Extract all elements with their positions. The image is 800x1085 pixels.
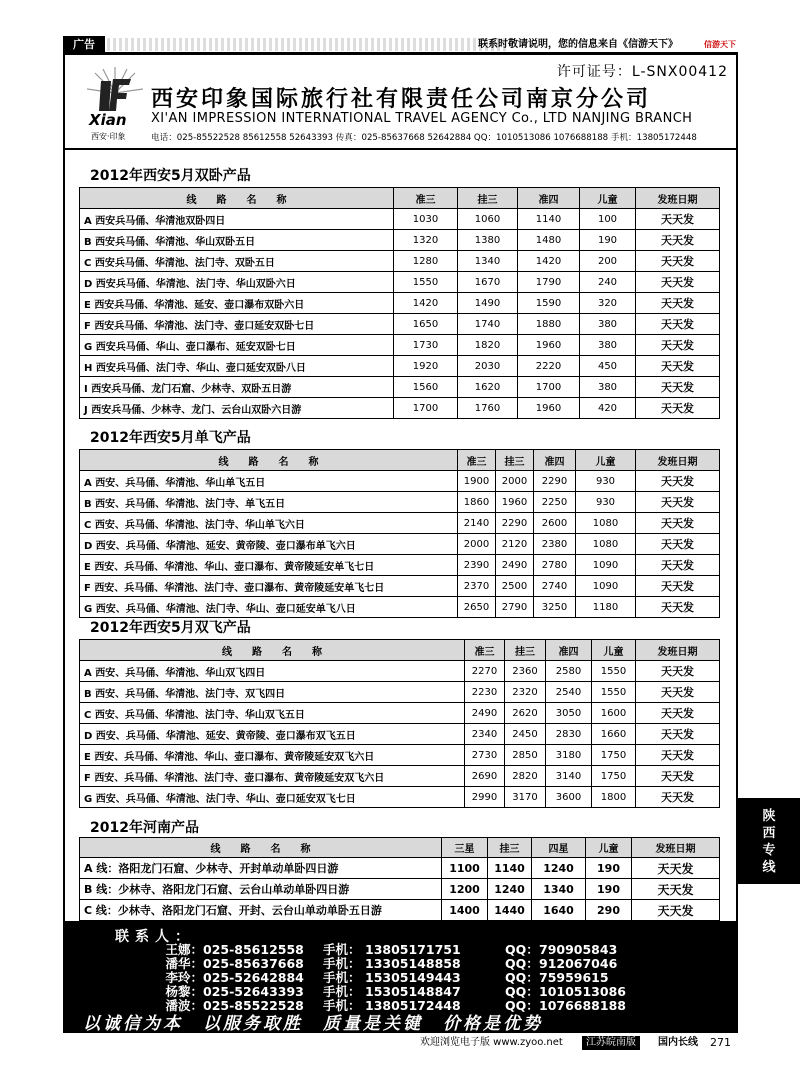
table-row xyxy=(80,576,720,597)
col-header: 准四 xyxy=(534,450,576,471)
table-cell: 1550 xyxy=(394,272,458,293)
table-cell: 420 xyxy=(580,398,636,419)
table-cell: 天天发 xyxy=(636,724,720,745)
edition-badge: 江苏皖南版 xyxy=(582,1036,640,1050)
table-cell: 2580 xyxy=(546,661,592,682)
table-cell: 2490 xyxy=(465,703,505,724)
table-cell: 1670 xyxy=(458,272,518,293)
table-cell: 1440 xyxy=(488,900,532,921)
table-row xyxy=(80,513,720,534)
table-cell: 1960 xyxy=(496,492,534,513)
table-cell: 天天发 xyxy=(636,377,720,398)
table-cell: 2500 xyxy=(496,576,534,597)
table-row xyxy=(80,335,720,356)
table-cell: 1640 xyxy=(532,900,586,921)
table-cell: 1660 xyxy=(592,724,636,745)
table-cell: 2990 xyxy=(465,787,505,808)
contacts-panel xyxy=(63,923,738,1033)
table-cell: 1280 xyxy=(394,251,458,272)
table-cell: 3250 xyxy=(534,597,576,618)
table-row xyxy=(80,724,720,745)
table-row xyxy=(80,900,720,921)
product-table xyxy=(79,187,720,419)
side-tab: 陕 西 专 线 xyxy=(738,798,800,884)
table-cell: 天天发 xyxy=(636,513,720,534)
col-header: 准四 xyxy=(518,188,580,209)
brand-logo: 信游天下 xyxy=(704,40,736,49)
contact-row: 杨黎：025-52643393 手机： 15305148847 QQ：1010513086 xyxy=(165,984,626,999)
section-name: 国内长线 xyxy=(658,1037,698,1048)
table-cell: 3170 xyxy=(505,787,546,808)
route-name-cell: A 西安兵马俑、华清池双卧四日 xyxy=(80,209,394,230)
company-logo xyxy=(87,67,143,145)
table-header-row xyxy=(80,838,720,858)
route-name-cell: B 西安、兵马俑、华清池、法门寺、双飞四日 xyxy=(80,682,465,703)
table-cell: 2690 xyxy=(465,766,505,787)
table-cell: 2850 xyxy=(505,745,546,766)
route-name-cell: D 西安、兵马俑、华清池、延安、黄帝陵、壶口瀑布双飞五日 xyxy=(80,724,465,745)
contact-row: 王娜：025-85612558 手机： 13805171751 QQ：790905843 xyxy=(165,942,618,957)
route-name-cell: I 西安兵马俑、龙门石窟、少林寺、双卧五日游 xyxy=(80,377,394,398)
logo-text: Xian xyxy=(89,111,127,129)
route-name-cell: C 西安兵马俑、华清池、法门寺、双卧五日 xyxy=(80,251,394,272)
route-name-cell: G 西安、兵马俑、华清池、法门寺、华山、壶口延安单飞八日 xyxy=(80,597,458,618)
table-row xyxy=(80,879,720,900)
contact-row: 潘华：025-85637668 手机： 13305148858 QQ：912067046 xyxy=(165,956,618,971)
table-cell: 3180 xyxy=(546,745,592,766)
table-cell: 100 xyxy=(580,209,636,230)
table-cell: 1700 xyxy=(394,398,458,419)
decorative-stripe xyxy=(107,38,507,51)
table-cell: 1240 xyxy=(532,858,586,879)
route-name-cell: B 西安兵马俑、华清池、华山双卧五日 xyxy=(80,230,394,251)
table-cell: 天天发 xyxy=(636,471,720,492)
logo-subtext: 西安·印象 xyxy=(91,132,126,141)
table-cell: 1960 xyxy=(518,335,580,356)
table-row xyxy=(80,377,720,398)
table-cell: 1340 xyxy=(458,251,518,272)
table-cell: 天天发 xyxy=(636,555,720,576)
table-cell: 1030 xyxy=(394,209,458,230)
route-name-cell: J 西安兵马俑、少林寺、龙门、云台山双卧六日游 xyxy=(80,398,394,419)
route-name-cell: E 西安兵马俑、华清池、延安、壶口瀑布双卧六日 xyxy=(80,293,394,314)
table-cell: 2830 xyxy=(546,724,592,745)
table-cell: 2000 xyxy=(496,471,534,492)
table-cell: 1880 xyxy=(518,314,580,335)
table-cell: 190 xyxy=(580,230,636,251)
table-cell: 2000 xyxy=(458,534,496,555)
table-cell: 3050 xyxy=(546,703,592,724)
col-header: 四星 xyxy=(532,838,586,858)
route-name-cell: F 西安、兵马俑、华清池、法门寺、壶口瀑布、黄帝陵延安双飞六日 xyxy=(80,766,465,787)
company-name-cn: 西安印象国际旅行社有限责任公司南京分公司 xyxy=(151,86,652,112)
table-cell: 2320 xyxy=(505,682,546,703)
table-cell: 1140 xyxy=(488,858,532,879)
table-cell: 2820 xyxy=(505,766,546,787)
table-cell: 天天发 xyxy=(636,703,720,724)
table-cell: 天天发 xyxy=(636,230,720,251)
table-cell: 1760 xyxy=(458,398,518,419)
table-cell: 930 xyxy=(576,492,636,513)
table-cell: 天天发 xyxy=(636,597,720,618)
table-cell: 1080 xyxy=(576,534,636,555)
product-table xyxy=(79,449,720,618)
table-cell: 200 xyxy=(580,251,636,272)
table-cell: 2290 xyxy=(496,513,534,534)
table-row xyxy=(80,492,720,513)
col-header: 儿童 xyxy=(580,188,636,209)
route-name-cell: C 西安、兵马俑、华清池、法门寺、华山双飞五日 xyxy=(80,703,465,724)
table-cell: 天天发 xyxy=(636,492,720,513)
table-cell: 1200 xyxy=(442,879,488,900)
col-header: 发班日期 xyxy=(632,838,720,858)
route-name-cell: G 西安兵马俑、华山、壶口瀑布、延安双卧七日 xyxy=(80,335,394,356)
table-row xyxy=(80,356,720,377)
table-row xyxy=(80,745,720,766)
table-cell: 天天发 xyxy=(636,293,720,314)
table-cell: 1550 xyxy=(592,682,636,703)
col-header: 线 路 名 称 xyxy=(80,838,442,858)
table-cell: 2740 xyxy=(534,576,576,597)
table-cell: 1090 xyxy=(576,576,636,597)
table-cell: 1650 xyxy=(394,314,458,335)
table-cell: 天天发 xyxy=(636,272,720,293)
table-cell: 2650 xyxy=(458,597,496,618)
table-cell: 天天发 xyxy=(636,251,720,272)
col-header: 准三 xyxy=(394,188,458,209)
table-row xyxy=(80,555,720,576)
table-cell: 1620 xyxy=(458,377,518,398)
table-cell: 2120 xyxy=(496,534,534,555)
table-header-row xyxy=(80,188,720,209)
table-cell: 290 xyxy=(586,900,632,921)
route-name-cell: F 西安兵马俑、华清池、法门寺、壶口延安双卧七日 xyxy=(80,314,394,335)
table-cell: 天天发 xyxy=(636,314,720,335)
table-cell: 1060 xyxy=(458,209,518,230)
license-number: 许可证号：L-SNX00412 xyxy=(556,64,728,80)
source-note: 联系时敬请说明，您的信息来自《信游天下》 xyxy=(478,39,678,50)
table-cell: 1420 xyxy=(394,293,458,314)
table-cell: 380 xyxy=(580,377,636,398)
table-row xyxy=(80,230,720,251)
route-name-cell: D 西安、兵马俑、华清池、延安、黄帝陵、壶口瀑布单飞六日 xyxy=(80,534,458,555)
table-row xyxy=(80,661,720,682)
col-header: 挂三 xyxy=(488,838,532,858)
table-cell: 天天发 xyxy=(636,356,720,377)
table-cell: 天天发 xyxy=(636,745,720,766)
contacts-label: 联系人： xyxy=(115,929,195,945)
table-row xyxy=(80,471,720,492)
route-name-cell: C 西安、兵马俑、华清池、法门寺、华山单飞六日 xyxy=(80,513,458,534)
table-cell: 2780 xyxy=(534,555,576,576)
route-name-cell: B 线：少林寺、洛阳龙门石窟、云台山单动单卧四日游 xyxy=(80,879,442,900)
table-cell: 1480 xyxy=(518,230,580,251)
table-cell: 1180 xyxy=(576,597,636,618)
table-cell: 1400 xyxy=(442,900,488,921)
table-row xyxy=(80,398,720,419)
table-header-row xyxy=(80,450,720,471)
table-cell: 1730 xyxy=(394,335,458,356)
col-header: 发班日期 xyxy=(636,450,720,471)
col-header: 线 路 名 称 xyxy=(80,188,394,209)
top-bar xyxy=(63,36,738,53)
table-cell: 1090 xyxy=(576,555,636,576)
table-cell: 2380 xyxy=(534,534,576,555)
table-cell: 240 xyxy=(580,272,636,293)
table-cell: 2600 xyxy=(534,513,576,534)
table-cell: 2250 xyxy=(534,492,576,513)
product-table xyxy=(79,639,720,808)
table-cell: 1750 xyxy=(592,745,636,766)
table-cell: 930 xyxy=(576,471,636,492)
table-cell: 380 xyxy=(580,314,636,335)
table-cell: 1420 xyxy=(518,251,580,272)
col-header: 发班日期 xyxy=(636,188,720,209)
table-cell: 天天发 xyxy=(636,335,720,356)
table-cell: 1820 xyxy=(458,335,518,356)
table-cell: 1560 xyxy=(394,377,458,398)
table-cell: 2490 xyxy=(496,555,534,576)
col-header: 儿童 xyxy=(592,640,636,661)
col-header: 三星 xyxy=(442,838,488,858)
product-table xyxy=(79,837,720,921)
ad-label: 广告 xyxy=(63,36,105,53)
table-row xyxy=(80,682,720,703)
col-header: 准三 xyxy=(458,450,496,471)
table-cell: 1240 xyxy=(488,879,532,900)
table-cell: 2140 xyxy=(458,513,496,534)
route-name-cell: A 西安、兵马俑、华清池、华山单飞五日 xyxy=(80,471,458,492)
table-cell: 1100 xyxy=(442,858,488,879)
route-name-cell: H 西安兵马俑、法门寺、华山、壶口延安双卧八日 xyxy=(80,356,394,377)
table-cell: 190 xyxy=(586,879,632,900)
table-cell: 1750 xyxy=(592,766,636,787)
table-header-row xyxy=(80,640,720,661)
table-cell: 450 xyxy=(580,356,636,377)
route-name-cell: A 线：洛阳龙门石窟、少林寺、开封单动单卧四日游 xyxy=(80,858,442,879)
table-cell: 天天发 xyxy=(632,858,720,879)
table-cell: 2370 xyxy=(458,576,496,597)
table-cell: 3140 xyxy=(546,766,592,787)
section-title: 2012年西安5月双卧产品 xyxy=(90,168,251,184)
table-cell: 1900 xyxy=(458,471,496,492)
table-cell: 2730 xyxy=(465,745,505,766)
route-name-cell: E 西安、兵马俑、华清池、华山、壶口瀑布、黄帝陵延安单飞七日 xyxy=(80,555,458,576)
table-cell: 2790 xyxy=(496,597,534,618)
col-header: 儿童 xyxy=(576,450,636,471)
table-cell: 2620 xyxy=(505,703,546,724)
table-cell: 1340 xyxy=(532,879,586,900)
col-header: 发班日期 xyxy=(636,640,720,661)
table-cell: 2340 xyxy=(465,724,505,745)
table-cell: 1740 xyxy=(458,314,518,335)
table-cell: 1920 xyxy=(394,356,458,377)
col-header: 儿童 xyxy=(586,838,632,858)
table-cell: 1860 xyxy=(458,492,496,513)
table-row xyxy=(80,209,720,230)
table-row xyxy=(80,272,720,293)
table-cell: 380 xyxy=(580,335,636,356)
table-row xyxy=(80,766,720,787)
table-cell: 天天发 xyxy=(636,576,720,597)
table-cell: 1080 xyxy=(576,513,636,534)
table-cell: 2540 xyxy=(546,682,592,703)
table-cell: 天天发 xyxy=(636,209,720,230)
route-name-cell: B 西安、兵马俑、华清池、法门寺、单飞五日 xyxy=(80,492,458,513)
company-name-en: XI'AN IMPRESSION INTERNATIONAL TRAVEL AGENCY Co., LTD NANJING BRANCH xyxy=(151,111,693,126)
route-name-cell: D 西安兵马俑、华清池、法门寺、华山双卧六日 xyxy=(80,272,394,293)
section-title: 2012年西安5月双飞产品 xyxy=(90,620,251,636)
table-cell: 1800 xyxy=(592,787,636,808)
route-name-cell: A 西安、兵马俑、华清池、华山双飞四日 xyxy=(80,661,465,682)
col-header: 挂三 xyxy=(496,450,534,471)
col-header: 线 路 名 称 xyxy=(80,640,465,661)
table-cell: 2030 xyxy=(458,356,518,377)
table-row xyxy=(80,787,720,808)
col-header: 线 路 名 称 xyxy=(80,450,458,471)
table-cell: 1140 xyxy=(518,209,580,230)
company-header xyxy=(65,55,736,150)
table-cell: 320 xyxy=(580,293,636,314)
table-cell: 天天发 xyxy=(636,534,720,555)
table-row xyxy=(80,293,720,314)
table-cell: 1790 xyxy=(518,272,580,293)
table-row xyxy=(80,703,720,724)
section-title: 2012年西安5月单飞产品 xyxy=(90,430,251,446)
table-row xyxy=(80,314,720,335)
table-cell: 2220 xyxy=(518,356,580,377)
table-row xyxy=(80,251,720,272)
table-row xyxy=(80,597,720,618)
table-row xyxy=(80,534,720,555)
col-header: 挂三 xyxy=(505,640,546,661)
table-cell: 2360 xyxy=(505,661,546,682)
table-cell: 1600 xyxy=(592,703,636,724)
table-cell: 天天发 xyxy=(636,398,720,419)
table-cell: 2290 xyxy=(534,471,576,492)
table-cell: 2230 xyxy=(465,682,505,703)
section-title: 2012年河南产品 xyxy=(90,820,199,836)
col-header: 挂三 xyxy=(458,188,518,209)
col-header: 准四 xyxy=(546,640,592,661)
table-cell: 190 xyxy=(586,858,632,879)
footer-website: 欢迎浏览电子版 www.zyoo.net xyxy=(420,1037,563,1048)
route-name-cell: C 线：少林寺、洛阳龙门石窟、开封、云台山单动单卧五日游 xyxy=(80,900,442,921)
table-cell: 天天发 xyxy=(632,900,720,921)
table-cell: 2390 xyxy=(458,555,496,576)
table-cell: 1700 xyxy=(518,377,580,398)
route-name-cell: E 西安、兵马俑、华清池、华山、壶口瀑布、黄帝陵延安双飞六日 xyxy=(80,745,465,766)
table-cell: 3600 xyxy=(546,787,592,808)
table-cell: 1960 xyxy=(518,398,580,419)
table-cell: 1550 xyxy=(592,661,636,682)
table-cell: 2450 xyxy=(505,724,546,745)
page-number: 271 xyxy=(710,1036,731,1049)
table-cell: 1320 xyxy=(394,230,458,251)
contact-row: 潘波：025-85522528 手机： 13805172448 QQ：1076688188 xyxy=(165,998,626,1013)
route-name-cell: G 西安、兵马俑、华清池、法门寺、华山、壶口延安双飞七日 xyxy=(80,787,465,808)
contact-row: 李玲：025-52642884 手机： 15305149443 QQ：75959615 xyxy=(165,970,609,985)
table-cell: 天天发 xyxy=(636,766,720,787)
company-contact-line: 电话：025-85522528 85612558 52643393 传真：025-85637668 52642884 QQ：1010513086 1076688188 手机：13805172448 xyxy=(151,133,697,143)
slogan: 以诚信为本 以服务取胜 质量是关键 价格是优势 xyxy=(83,1014,543,1034)
page-footer xyxy=(400,1034,738,1052)
table-cell: 1590 xyxy=(518,293,580,314)
table-row xyxy=(80,858,720,879)
table-cell: 1380 xyxy=(458,230,518,251)
col-header: 准三 xyxy=(465,640,505,661)
table-cell: 天天发 xyxy=(636,787,720,808)
table-cell: 天天发 xyxy=(636,682,720,703)
table-cell: 2270 xyxy=(465,661,505,682)
table-cell: 天天发 xyxy=(632,879,720,900)
route-name-cell: F 西安、兵马俑、华清池、法门寺、壶口瀑布、黄帝陵延安单飞七日 xyxy=(80,576,458,597)
table-cell: 1490 xyxy=(458,293,518,314)
table-cell: 天天发 xyxy=(636,661,720,682)
